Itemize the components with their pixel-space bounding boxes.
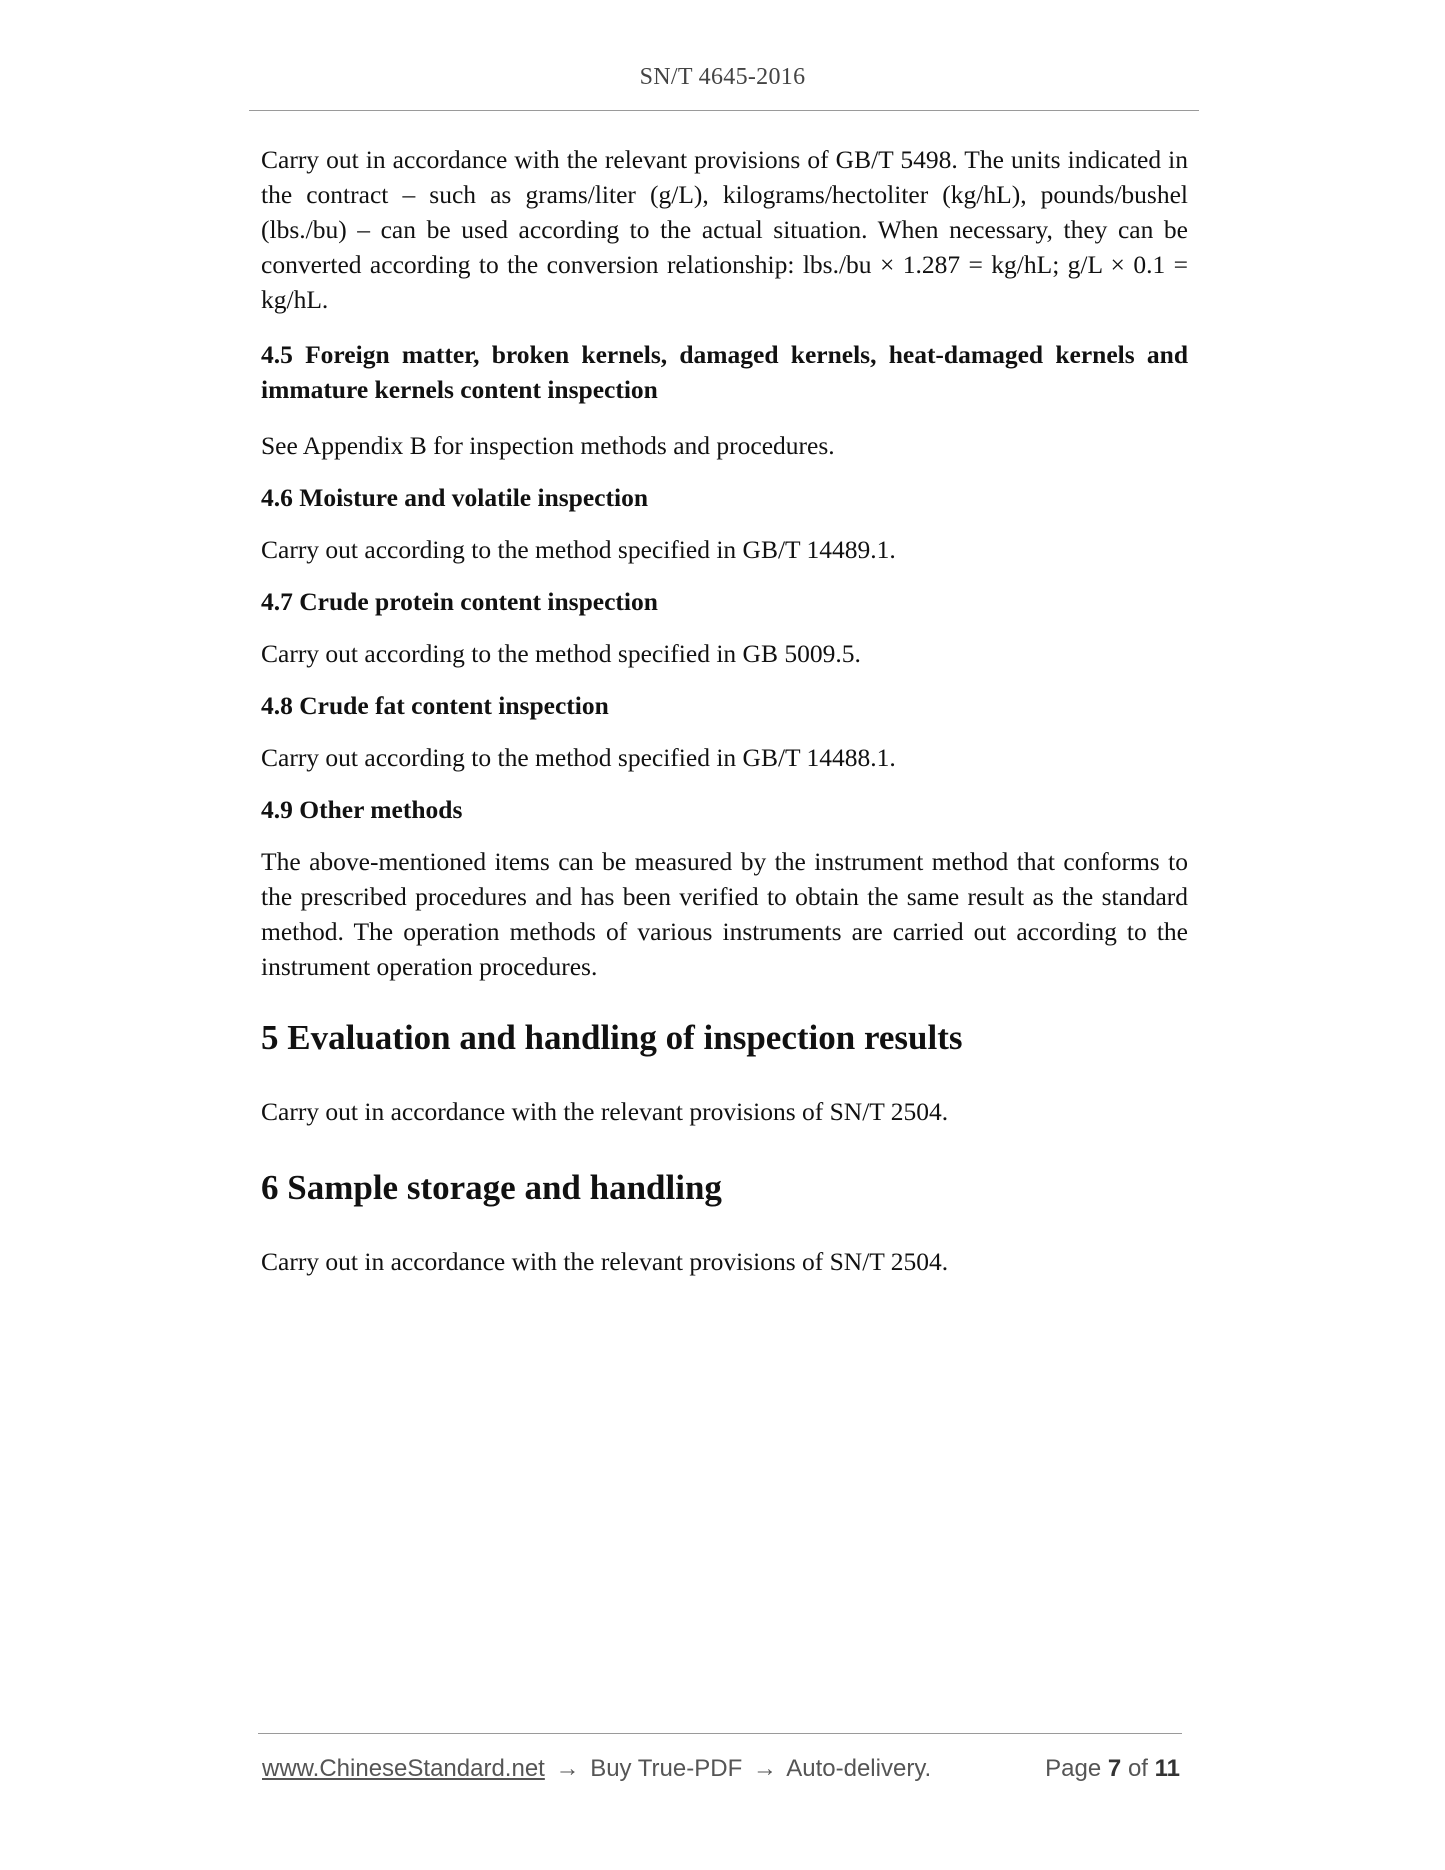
intro-paragraph: Carry out in accordance with the relevant provisions of GB/T 5498. The units indicated in the contract – such as grams/liter (g/L), kilograms/hectoliter (kg/hL), pounds/bushel (lbs./bu) – can be used according to the actual situation. When necessary, they can be converted according to the conversion relationship: lbs./bu × 1.287 = kg/hL; g/L × 0.1 = kg/hL.	[261, 145, 1188, 314]
heading-4-6: 4.6 Moisture and volatile inspection	[261, 483, 648, 512]
body-4-6: Carry out according to the method specified in GB/T 14489.1.	[261, 535, 896, 564]
body-4-8: Carry out according to the method specified in GB/T 14488.1.	[261, 743, 896, 772]
heading-6: 6 Sample storage and handling	[261, 1168, 722, 1207]
of-label: of	[1127, 1755, 1148, 1782]
arrow-right-icon: →	[752, 1755, 777, 1782]
header-standard-code: SN/T 4645-2016	[639, 64, 806, 90]
page-indicator	[1045, 1752, 1180, 1786]
body-5: Carry out in accordance with the relevant provisions of SN/T 2504.	[261, 1097, 949, 1126]
heading-4-9: 4.9 Other methods	[261, 795, 463, 824]
body-4-9: The above-mentioned items can be measured by the instrument method that conforms to the prescribed procedures and has been verified to obtain the same result as the standard method. The operation methods of various instruments are carried out according to the instrument operation procedures.	[261, 847, 1188, 981]
body-4-7: Carry out according to the method specified in GB 5009.5.	[261, 639, 861, 668]
page-label: Page	[1045, 1755, 1102, 1782]
arrow-right-icon: →	[555, 1755, 580, 1782]
page-footer	[262, 1752, 1180, 1786]
body-6: Carry out in accordance with the relevant provisions of SN/T 2504.	[261, 1247, 949, 1276]
footer-divider	[258, 1733, 1182, 1734]
total-pages-number: 11	[1154, 1755, 1180, 1782]
heading-4-5: 4.5 Foreign matter, broken kernels, damaged kernels, heat-damaged kernels and immature kernels content inspection	[261, 340, 1188, 404]
auto-delivery-text: Auto-delivery.	[786, 1755, 932, 1782]
body-4-5: See Appendix B for inspection methods and procedures.	[261, 431, 835, 460]
buy-true-pdf-text: Buy True-PDF	[590, 1755, 743, 1782]
website-link[interactable]: www.ChineseStandard.net	[262, 1755, 545, 1782]
page-content	[261, 142, 1188, 1279]
header-divider	[249, 110, 1199, 111]
footer-promo	[262, 1752, 931, 1786]
heading-4-8: 4.8 Crude fat content inspection	[261, 691, 609, 720]
current-page-number: 7	[1107, 1755, 1122, 1782]
heading-4-7: 4.7 Crude protein content inspection	[261, 587, 658, 616]
heading-5: 5 Evaluation and handling of inspection results	[261, 1018, 963, 1057]
